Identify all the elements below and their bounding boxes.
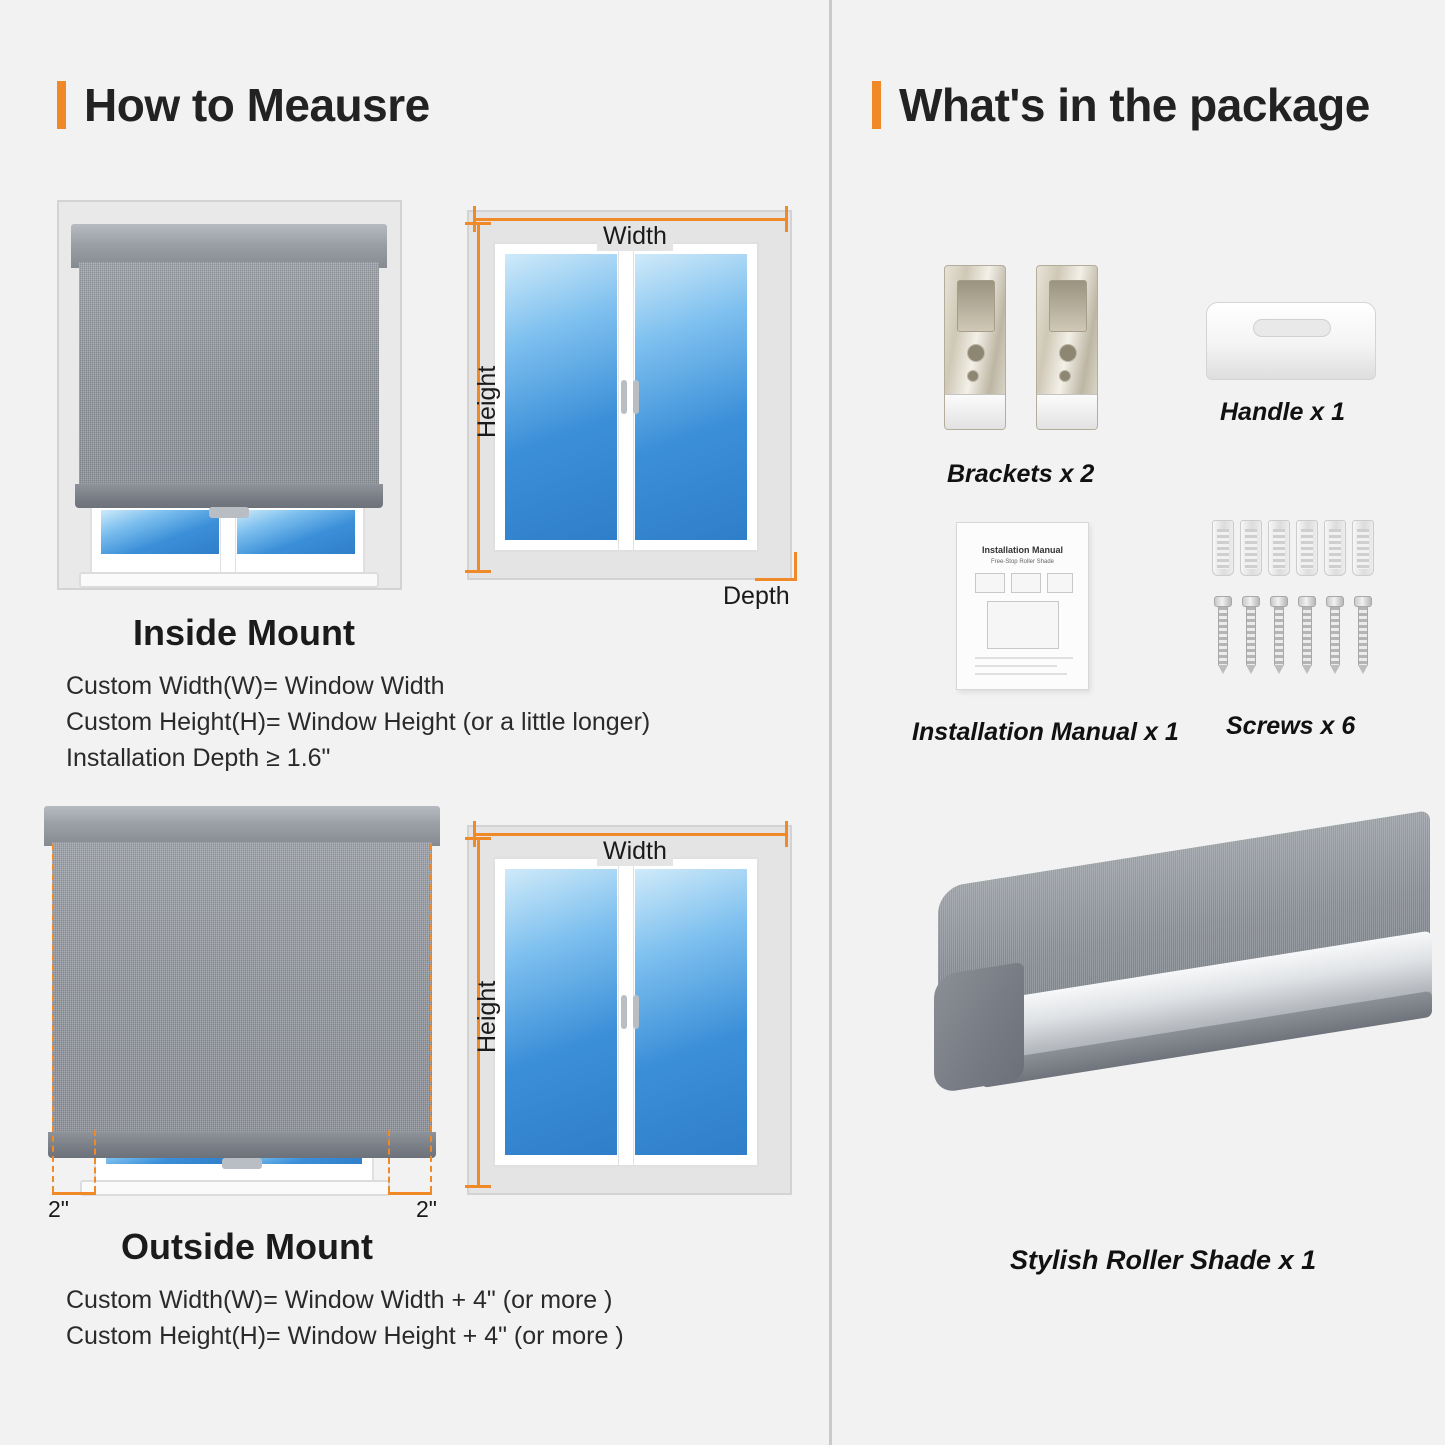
window-sill (79, 572, 379, 588)
brackets-caption: Brackets x 2 (947, 460, 1095, 488)
screw-head (1326, 596, 1344, 607)
screw (1242, 596, 1260, 672)
handle-image (1206, 302, 1386, 402)
screws-caption: Screws x 6 (1226, 712, 1356, 740)
window-handle-left (621, 995, 627, 1029)
outside-mount-name: Outside Mount (121, 1226, 373, 1267)
window-edge-guide-left (94, 1130, 96, 1192)
screw-tip (1246, 665, 1256, 674)
inside-mount-spec-2: Custom Height(H)= Window Height (or a little longer) (66, 708, 651, 736)
handle-caption: Handle x 1 (1220, 398, 1346, 426)
inside-mount-measure-diagram (455, 200, 800, 610)
screw-head (1242, 596, 1260, 607)
installation-manual-caption: Installation Manual x 1 (912, 718, 1179, 746)
manual-figure (1011, 573, 1041, 593)
depth-dimension-tick (794, 552, 797, 580)
bracket-slot (957, 280, 995, 332)
title-accent-bar (57, 81, 66, 129)
screw (1354, 596, 1372, 672)
manual-rule (975, 657, 1073, 659)
how-to-measure-title-text: How to Meausre (84, 79, 430, 131)
bracket-base (945, 394, 1005, 429)
overhang-line-right (388, 1192, 432, 1195)
window-handle-right (633, 995, 639, 1029)
screw-shaft (1218, 607, 1228, 665)
manual-rule (975, 673, 1067, 675)
bracket-hole (1059, 370, 1071, 382)
shade-bottom-rail (48, 1132, 436, 1158)
screws-image (1210, 520, 1400, 700)
wall-anchor (1352, 520, 1374, 576)
shade-handle (222, 1158, 262, 1169)
width-dimension-line (473, 833, 788, 836)
shade-headrail (44, 806, 440, 846)
screw-head (1214, 596, 1232, 607)
screw (1270, 596, 1288, 672)
depth-dimension-line (755, 578, 797, 581)
handle-grip (1253, 319, 1331, 337)
roller-shade-end-cap (934, 962, 1024, 1094)
bracket-hole (967, 370, 979, 382)
inside-mount-spec-3: Installation Depth ≥ 1.6" (66, 744, 331, 772)
manual-figure-large (987, 601, 1059, 649)
screw-shaft (1246, 607, 1256, 665)
screw-shaft (1274, 607, 1284, 665)
package-title (872, 78, 1370, 132)
bracket-hole (967, 344, 985, 362)
brackets-image (936, 265, 1116, 445)
overhang-line-left (52, 1192, 96, 1195)
outside-mount-spec-1: Custom Width(W)= Window Width + 4" (or more ) (66, 1286, 613, 1314)
screw-shaft (1330, 607, 1340, 665)
inside-mount-shade-illustration (57, 200, 402, 590)
screw (1326, 596, 1344, 672)
window-handle-right (633, 380, 639, 414)
window-glass-left (505, 869, 617, 1155)
window-glass-left (505, 254, 617, 540)
roller-shade-caption: Stylish Roller Shade x 1 (1010, 1245, 1317, 1275)
screw-tip (1302, 665, 1312, 674)
height-label: Height (473, 980, 501, 1053)
overhang-label-right: 2" (416, 1196, 437, 1222)
height-label: Height (473, 365, 501, 438)
screw-tip (1274, 665, 1284, 674)
window-sill (80, 1180, 390, 1196)
shade-fabric (79, 262, 379, 484)
roller-shade-image (930, 880, 1430, 1190)
wall-anchor (1212, 520, 1234, 576)
manual-figure (975, 573, 1005, 593)
outside-mount-spec-2: Custom Height(H)= Window Height + 4" (or more ) (66, 1322, 624, 1350)
shade-fabric (52, 842, 432, 1132)
bracket-hole (1059, 344, 1077, 362)
overhang-guide-left (52, 844, 54, 1192)
width-label: Width (597, 222, 673, 251)
screw-head (1270, 596, 1288, 607)
shade-bottom-rail (75, 484, 383, 508)
wall-anchor (1324, 520, 1346, 576)
screw-head (1298, 596, 1316, 607)
wall-anchor (1268, 520, 1290, 576)
manual-figure (1047, 573, 1073, 593)
width-label: Width (597, 837, 673, 866)
package-title-text: What's in the package (899, 79, 1370, 131)
installation-manual-image (956, 522, 1106, 702)
wall-anchor (1240, 520, 1262, 576)
inside-mount-name: Inside Mount (133, 612, 355, 653)
bracket-right (1036, 265, 1098, 430)
screw-tip (1218, 665, 1228, 674)
screw-tip (1358, 665, 1368, 674)
width-dimension-line (473, 218, 788, 221)
title-accent-bar (872, 81, 881, 129)
overhang-label-left: 2" (48, 1196, 69, 1222)
bracket-base (1037, 394, 1097, 429)
package-contents-panel (832, 0, 1445, 1445)
bracket-slot (1049, 280, 1087, 332)
handle-body (1206, 302, 1376, 380)
manual-subtitle: Free-Stop Roller Shade (990, 559, 1055, 565)
outside-mount-shade-illustration (36, 800, 446, 1222)
manual-cover (956, 522, 1089, 690)
screw (1214, 596, 1232, 672)
screw-shaft (1358, 607, 1368, 665)
how-to-measure-title (57, 78, 430, 132)
screw-head (1354, 596, 1372, 607)
manual-rule (975, 665, 1057, 667)
window-glass-right (635, 869, 747, 1155)
window-glass-right (635, 254, 747, 540)
manual-title: Installation Manual (981, 545, 1063, 555)
depth-label: Depth (723, 582, 790, 610)
wall-anchor (1296, 520, 1318, 576)
bracket-left (944, 265, 1006, 430)
overhang-guide-right (430, 844, 432, 1192)
screw-shaft (1302, 607, 1312, 665)
window-edge-guide-right (388, 1130, 390, 1192)
outside-mount-measure-diagram (455, 815, 800, 1215)
shade-handle (209, 507, 249, 518)
window-glass-left (101, 510, 219, 554)
screw (1298, 596, 1316, 672)
screw-tip (1330, 665, 1340, 674)
window-handle-left (621, 380, 627, 414)
window-glass-right (237, 510, 355, 554)
inside-mount-spec-1: Custom Width(W)= Window Width (66, 672, 445, 700)
